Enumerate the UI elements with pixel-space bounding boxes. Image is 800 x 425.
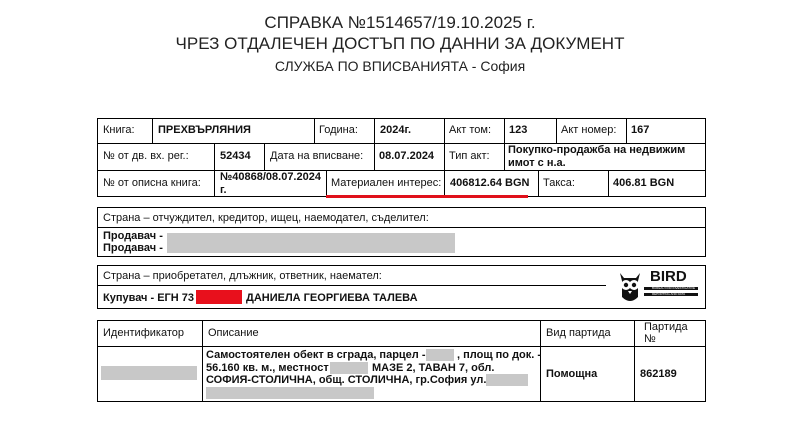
batch-number-value: 862189 <box>640 368 677 380</box>
col-divider <box>556 118 557 143</box>
col-batch-number-1: Партида <box>644 321 688 333</box>
col-divider <box>374 143 375 170</box>
act-number-value: 167 <box>631 124 650 136</box>
desc-line-2a: 56.160 кв. м., местност <box>206 362 329 374</box>
seller-2: Продавач - <box>103 242 163 254</box>
material-interest-value: 406812.64 BGN <box>450 177 530 189</box>
col-divider <box>504 118 505 143</box>
col-divider <box>152 118 153 143</box>
col-divider <box>214 143 215 197</box>
report-title: СПРАВКА №1514657/19.10.2025 г. <box>264 13 536 32</box>
desc-line-1a: Самостоятелен обект в сграда, парцел - <box>206 349 426 361</box>
col-divider <box>444 170 445 197</box>
bird-logo <box>614 267 700 307</box>
incoming-reg-value: 52434 <box>220 150 251 162</box>
desc-line-3: СОФИЯ-СТОЛИЧНА, общ. СТОЛИЧНА, гр.София ул. <box>206 374 487 386</box>
interest-underline <box>326 195 528 198</box>
buyers-title: Страна – приобретател, длъжник, ответник, наемател: <box>103 270 382 282</box>
street-redaction <box>486 374 528 386</box>
sellers-title: Страна – отчуждител, кредитор, ищец, наемодател, съделител: <box>103 212 429 224</box>
seller-1: Продавач - <box>103 230 163 242</box>
col-divider <box>264 143 265 170</box>
header-divider <box>97 346 706 347</box>
col-divider <box>374 118 375 143</box>
inventory-book-value-2: г. <box>220 184 227 196</box>
col-description: Описание <box>208 327 259 339</box>
locality-redaction <box>330 362 368 374</box>
seller-redaction <box>167 233 455 253</box>
address-redaction <box>206 387 374 399</box>
buyer-name: ДАНИЕЛА ГЕОРГИЕВА ТАЛЕВА <box>246 292 418 304</box>
desc-line-2b: МАЗЕ 2, ТАВАН 7, обл. <box>372 362 495 374</box>
inventory-book-label: № от описна книга: <box>103 177 201 189</box>
year-value: 2024г. <box>380 124 412 136</box>
col-divider <box>538 170 539 197</box>
entry-date-label: Дата на вписване: <box>270 150 364 162</box>
year-label: Година: <box>319 124 358 136</box>
act-type-value-2: имот с н.а. <box>508 157 566 169</box>
col-divider <box>326 170 327 197</box>
entry-date-value: 08.07.2024 <box>379 150 435 162</box>
material-interest-label: Материален интерес: <box>331 177 442 189</box>
fee-value: 406.81 BGN <box>613 177 675 189</box>
buyer-prefix: Купувач - ЕГН 73 <box>103 292 195 304</box>
desc-line-1b: , площ по док. - <box>457 349 542 361</box>
logo-subtitle-2: REPORTING AND DATA <box>652 292 686 296</box>
act-type-label: Тип акт: <box>449 150 490 162</box>
col-batch-type: Вид партида <box>546 327 611 339</box>
act-volume-value: 123 <box>509 124 528 136</box>
col-divider <box>634 320 635 402</box>
col-divider <box>444 118 445 143</box>
col-divider <box>314 118 315 143</box>
section-divider <box>97 285 606 286</box>
act-type-value-1: Покупко-продажба на недвижим <box>508 144 686 156</box>
book-label: Книга: <box>103 124 135 136</box>
col-divider <box>608 170 609 197</box>
col-batch-number-2: № <box>644 333 656 345</box>
batch-type-value: Помощна <box>546 368 598 380</box>
report-subtitle: ЧРЕЗ ОТДАЛЕЧЕН ДОСТЪП ПО ДАННИ ЗА ДОКУМЕНТ <box>175 34 625 53</box>
col-identifier: Идентификатор <box>103 327 184 339</box>
col-divider <box>626 118 627 143</box>
col-divider <box>202 320 203 402</box>
logo-text: BIRD <box>650 268 687 285</box>
parcel-redaction <box>426 349 454 361</box>
row-divider <box>97 170 706 171</box>
registry-office: СЛУЖБА ПО ВПИСВАНИЯТА - София <box>274 58 526 74</box>
col-divider <box>444 143 445 170</box>
egn-redaction <box>196 290 242 304</box>
inventory-book-value-1: №40868/08.07.2024 <box>220 171 321 183</box>
book-value: ПРЕХВЪРЛЯНИЯ <box>158 124 251 136</box>
logo-subtitle-1: BUREAU FOR INVESTIGATIVE <box>652 286 695 290</box>
identifier-redaction <box>101 366 197 380</box>
incoming-reg-label: № от дв. вх. рег.: <box>103 150 189 162</box>
col-divider <box>504 143 505 170</box>
section-divider <box>97 227 706 228</box>
fee-label: Такса: <box>543 177 575 189</box>
act-volume-label: Акт том: <box>449 124 492 136</box>
act-number-label: Акт номер: <box>561 124 617 136</box>
